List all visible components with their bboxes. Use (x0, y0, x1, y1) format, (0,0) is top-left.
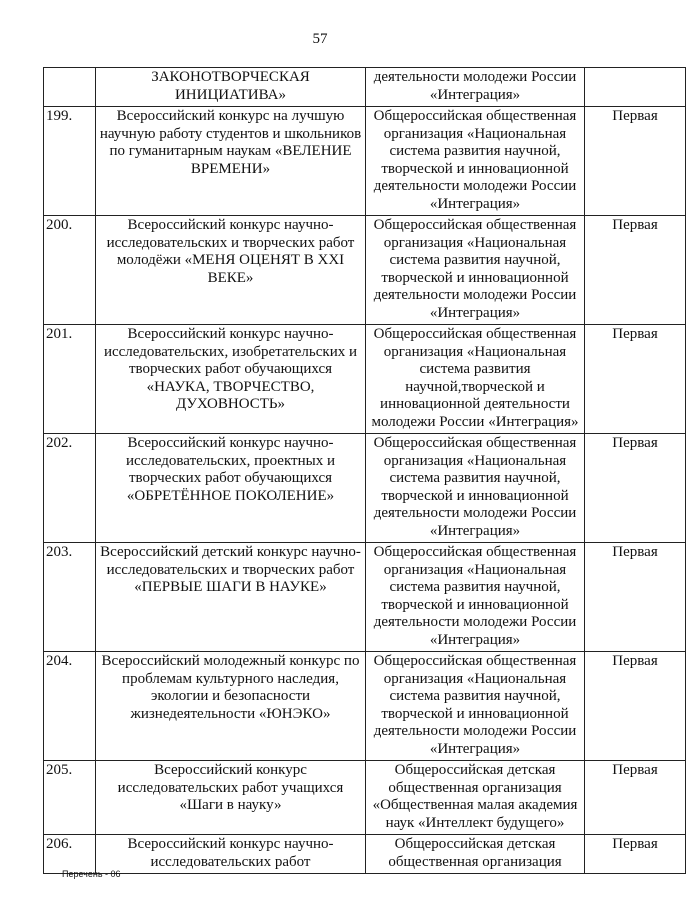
organizer: Общероссийская общественная организация «Национальная система развития научной, творческой и инновационной деятельности молодежи России «Интеграция» (366, 216, 585, 325)
level: Первая (585, 652, 686, 761)
competition-name: Всероссийский конкурс на лучшую научную работу студентов и школьников по гуманитарным наукам «ВЕЛЕНИЕ ВРЕМЕНИ» (96, 107, 366, 216)
level: Первая (585, 761, 686, 835)
competition-name: Всероссийский конкурс научно-исследовательских, изобретательских и творческих работ обучающихся «НАУКА, ТВОРЧЕСТВО, ДУХОВНОСТЬ» (96, 325, 366, 434)
table-row (44, 216, 686, 325)
table-row (44, 543, 686, 652)
organizer: Общероссийская общественная организация «Национальная система развития научной, творческой и инновационной деятельности молодежи России «Интеграция» (366, 652, 585, 761)
organizer: Общероссийская общественная организация «Национальная система развития научной, творческой и инновационной деятельности молодежи России «Интеграция» (366, 434, 585, 543)
organizer: деятельности молодежи России «Интеграция» (366, 68, 585, 107)
table-row (44, 835, 686, 874)
level: Первая (585, 216, 686, 325)
row-number: 201. (44, 325, 96, 434)
footer-note: Перечень - 06 (62, 869, 121, 879)
level: Первая (585, 543, 686, 652)
organizer: Общероссийская общественная организация «Национальная система развития научной,творческой и инновационной деятельности молодежи России «Интеграция» (366, 325, 585, 434)
level: Первая (585, 835, 686, 874)
row-number: 200. (44, 216, 96, 325)
table-row (44, 107, 686, 216)
competitions-table (43, 67, 686, 874)
table-row (44, 761, 686, 835)
row-number: 204. (44, 652, 96, 761)
organizer: Общероссийская общественная организация «Национальная система развития научной, творческой и инновационной деятельности молодежи России «Интеграция» (366, 543, 585, 652)
level: Первая (585, 107, 686, 216)
competition-name: Всероссийский молодежный конкурс по проблемам культурного наследия, экологии и безопасности жизнедеятельности «ЮНЭКО» (96, 652, 366, 761)
competition-name: Всероссийский конкурс научно-исследовательских и творческих работ молодёжи «МЕНЯ ОЦЕНЯТ В XXI ВЕКЕ» (96, 216, 366, 325)
row-number: 205. (44, 761, 96, 835)
competition-name: Всероссийский конкурс научно-исследовательских, проектных и творческих работ обучающихся «ОБРЕТЁННОЕ ПОКОЛЕНИЕ» (96, 434, 366, 543)
competition-name: Всероссийский конкурс исследовательских работ учащихся «Шаги в науку» (96, 761, 366, 835)
row-number (44, 68, 96, 107)
row-number: 206. (44, 835, 96, 874)
table-row (44, 652, 686, 761)
row-number: 203. (44, 543, 96, 652)
table-row (44, 434, 686, 543)
organizer: Общероссийская детская общественная организация «Общественная малая академия наук «Интеллект будущего» (366, 761, 585, 835)
row-number: 199. (44, 107, 96, 216)
table-row (44, 68, 686, 107)
level: Первая (585, 434, 686, 543)
competition-name: Всероссийский детский конкурс научно-исследовательских и творческих работ «ПЕРВЫЕ ШАГИ В НАУКЕ» (96, 543, 366, 652)
level (585, 68, 686, 107)
level: Первая (585, 325, 686, 434)
table-row (44, 325, 686, 434)
organizer: Общероссийская общественная организация «Национальная система развития научной, творческой и инновационной деятельности молодежи России «Интеграция» (366, 107, 585, 216)
competition-name: ЗАКОНОТВОРЧЕСКАЯ ИНИЦИАТИВА» (96, 68, 366, 107)
page-number: 57 (312, 31, 328, 47)
row-number: 202. (44, 434, 96, 543)
organizer: Общероссийская детская общественная организация (366, 835, 585, 874)
competition-name: Всероссийский конкурс научно-исследовательских работ (96, 835, 366, 874)
